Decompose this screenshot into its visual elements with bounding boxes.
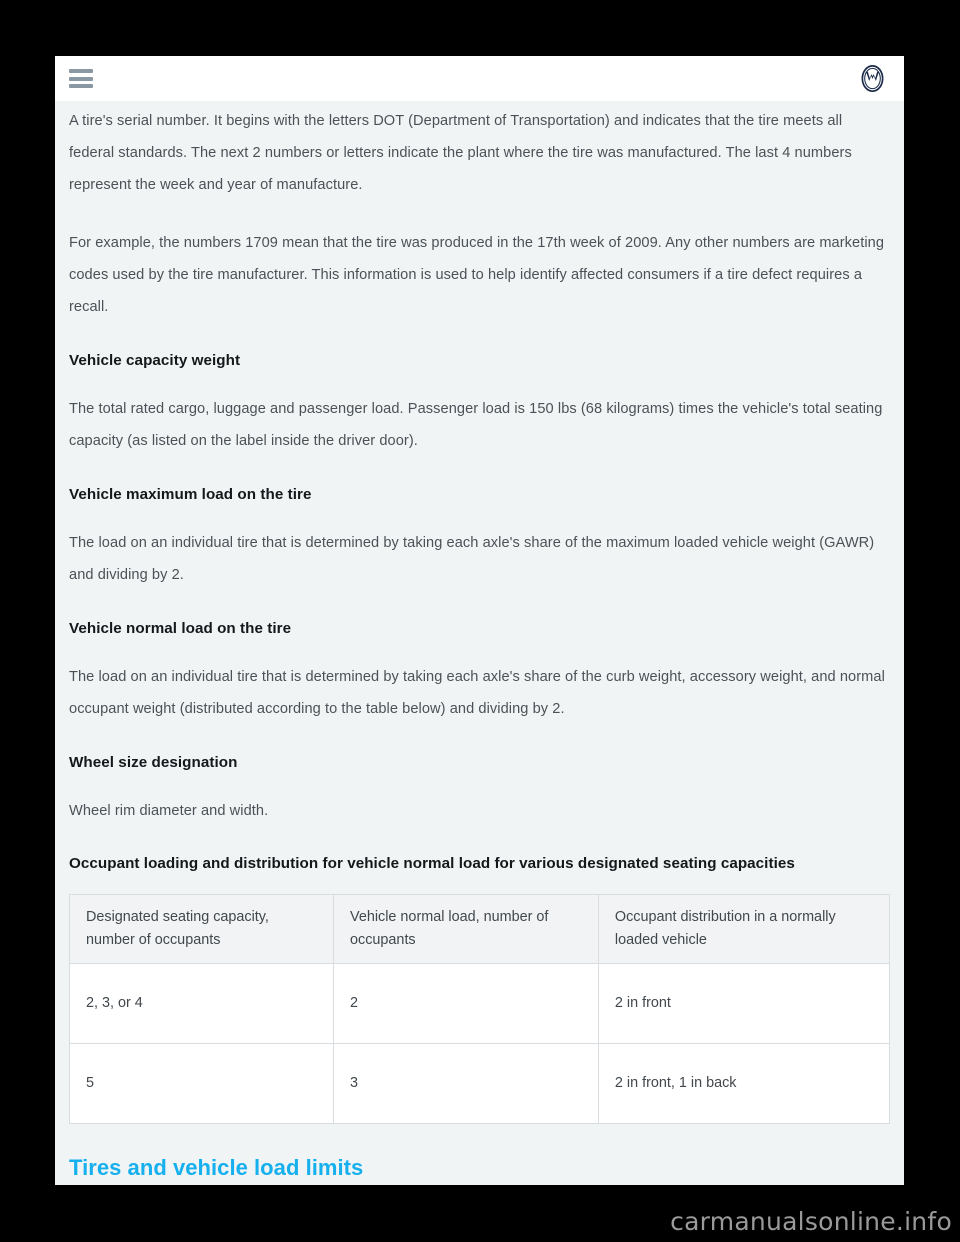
site-watermark: carmanualsonline.info — [670, 1207, 952, 1236]
heading-vehicle-normal-load: Vehicle normal load on the tire — [69, 620, 292, 637]
heading-occupant-loading-distribution: Occupant loading and distribution for vehicle normal load for various designated seating capacities — [69, 855, 795, 872]
column-header-vehicle-normal-load: Vehicle normal load, number of occupants — [334, 895, 599, 964]
paragraph-wheel-size-designation: Wheel rim diameter and width. — [69, 803, 269, 819]
hamburger-menu-icon[interactable] — [69, 69, 93, 88]
paragraph-vehicle-capacity-weight: The total rated cargo, luggage and passenger load. Passenger load is 150 lbs (68 kilograms) times the vehicle's total seating capacity (as listed on the label inside the driver door). — [69, 401, 883, 449]
cell-normal-load: 2 — [334, 964, 599, 1044]
volkswagen-logo-icon[interactable] — [859, 65, 886, 92]
cell-seating-capacity: 5 — [70, 1044, 334, 1124]
top-toolbar — [55, 56, 904, 101]
paragraph-vehicle-maximum-load: The load on an individual tire that is determined by taking each axle's share of the maximum loaded vehicle weight (GAWR) and dividing by 2. — [69, 535, 875, 583]
document-content — [55, 101, 904, 1185]
document-page — [55, 56, 904, 1185]
cell-normal-load: 3 — [334, 1044, 599, 1124]
cell-occupant-distribution: 2 in front — [598, 964, 889, 1044]
hamburger-bar-2 — [69, 77, 93, 81]
occupant-loading-table — [69, 894, 890, 1124]
table-header-row — [70, 895, 890, 964]
paragraph-vehicle-normal-load: The load on an individual tire that is determined by taking each axle's share of the curb weight, accessory weight, and normal occupant weight (distributed according to the table below) and dividing by 2. — [69, 669, 885, 717]
heading-tires-and-vehicle-load-limits: Tires and vehicle load limits — [69, 1155, 364, 1180]
cell-seating-capacity: 2, 3, or 4 — [70, 964, 334, 1044]
cell-occupant-distribution: 2 in front, 1 in back — [598, 1044, 889, 1124]
paragraph-example-numbers: For example, the numbers 1709 mean that the tire was produced in the 17th week of 2009. Any other numbers are marketing codes used by the tire manufacturer. This information is used to help identify affected consumers if a tire defect requires a recall. — [69, 235, 885, 315]
column-header-occupant-distribution: Occupant distribution in a normally loaded vehicle — [598, 895, 889, 964]
hamburger-bar-3 — [69, 84, 93, 88]
paragraph-serial-number: A tire's serial number. It begins with the letters DOT (Department of Transportation) and indicates that the tire meets all federal standards. The next 2 numbers or letters indicate the plant where the tire was manufactured. The last 4 numbers represent the week and year of manufacture. — [69, 113, 852, 193]
hamburger-bar-1 — [69, 69, 93, 73]
heading-vehicle-capacity-weight: Vehicle capacity weight — [69, 352, 241, 369]
heading-vehicle-maximum-load: Vehicle maximum load on the tire — [69, 486, 312, 503]
table-row — [70, 1044, 890, 1124]
table-row — [70, 964, 890, 1044]
column-header-designated-seating-capacity: Designated seating capacity, number of occupants — [70, 895, 334, 964]
heading-wheel-size-designation: Wheel size designation — [69, 754, 238, 771]
